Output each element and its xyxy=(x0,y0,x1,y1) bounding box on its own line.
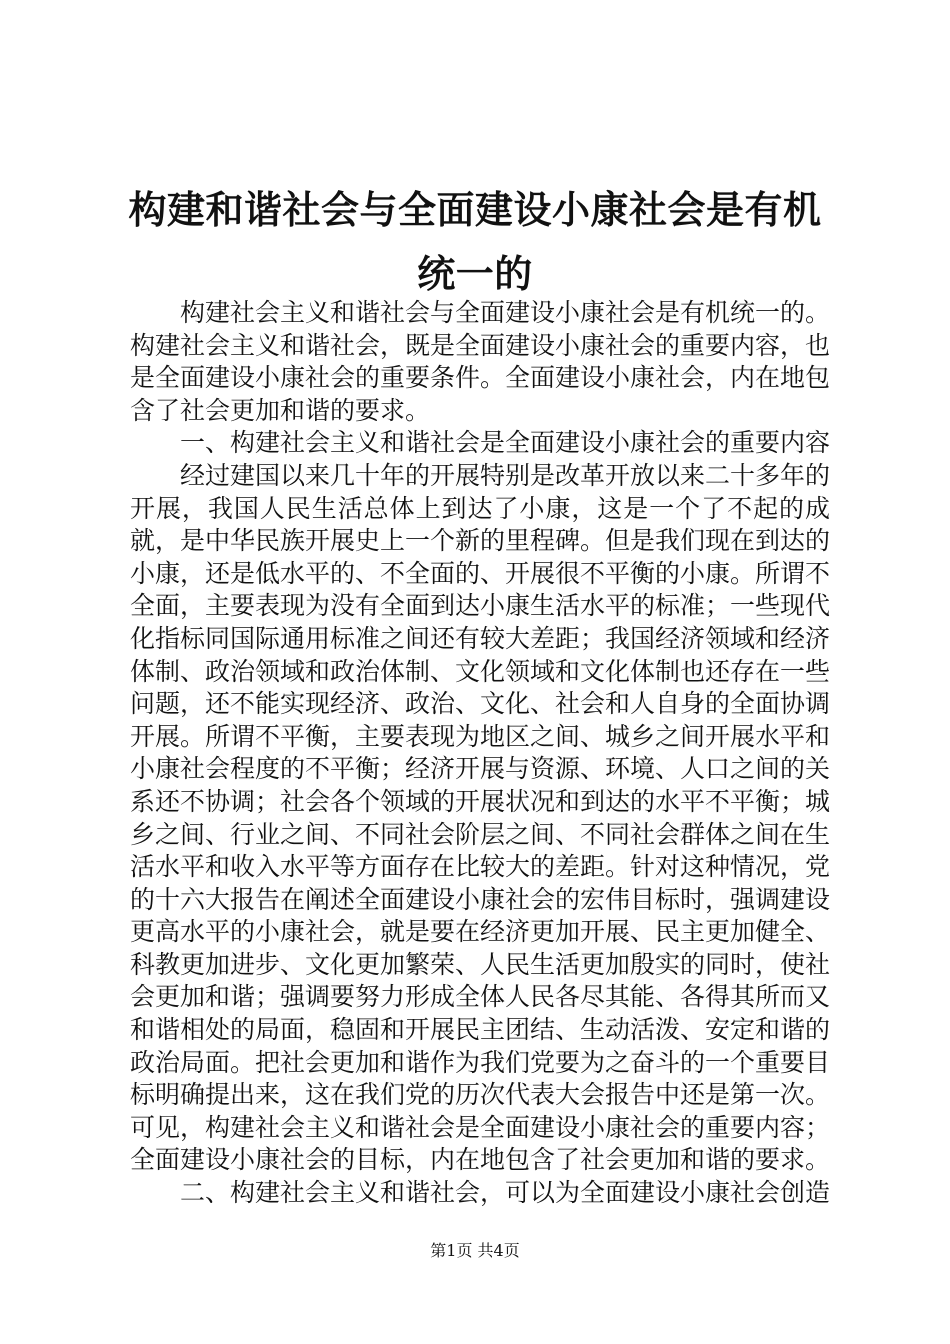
body-paragraph-section-one: 经过建国以来几十年的开展特别是改革开放以来二十多年的开展，我国人民生活总体上到达了小康，这是一个了不起的成就，是中华民族开展史上一个新的里程碑。但是我们现在到达的小康，还是低水平的、不全面的、开展很不平衡的小康。所谓不全面，主要表现为没有全面到达小康生活水平的标准；一些现代化指标同国际通用标准之间还有较大差距；我国经济领域和经济体制、政治领域和政治体制、文化领域和文化体制也还存在一些问题，还不能实现经济、政治、文化、社会和人自身的全面协调开展。所谓不平衡，主要表现为地区之间、城乡之间开展水平和小康社会程度的不平衡；经济开展与资源、环境、人口之间的关系还不协调；社会各个领域的开展状况和到达的水平不平衡；城乡之间、行业之间、不同社会阶层之间、不同社会群体之间在生活水平和收入水平等方面存在比较大的差距。针对这种情况，党的十六大报告在阐述全面建设小康社会的宏伟目标时，强调建设更高水平的小康社会，就是要在经济更加开展、民主更加健全、科教更加进步、文化更加繁荣、人民生活更加殷实的同时，使社会更加和谐；强调要努力形成全体人民各尽其能、各得其所而又和谐相处的局面，稳固和开展民主团结、生动活泼、安定和谐的政治局面。把社会更加和谐作为我们党要为之奋斗的一个重要目标明确提出来，这在我们党的历次代表大会报告中还是第一次。可见，构建社会主义和谐社会是全面建设小康社会的重要内容；全面建设小康社会的目标，内在地包含了社会更加和谐的要求。 xyxy=(130,460,831,1175)
document-body xyxy=(130,297,830,1210)
section-heading-one: 一、构建社会主义和谐社会是全面建设小康社会的重要内容 xyxy=(180,428,831,458)
body-paragraph-intro: 构建社会主义和谐社会与全面建设小康社会是有机统一的。构建社会主义和谐社会，既是全面建设小康社会的重要内容，也是全面建设小康社会的重要条件。全面建设小康社会，内在地包含了社会更加和谐的要求。 xyxy=(130,298,831,425)
document-title: 构建和谐社会与全面建设小康社会是有机统一的 xyxy=(128,187,822,296)
page-number-footer: 第1页 共4页 xyxy=(430,1241,520,1260)
section-heading-two: 二、构建社会主义和谐社会，可以为全面建设小康社会创造 xyxy=(180,1178,831,1208)
